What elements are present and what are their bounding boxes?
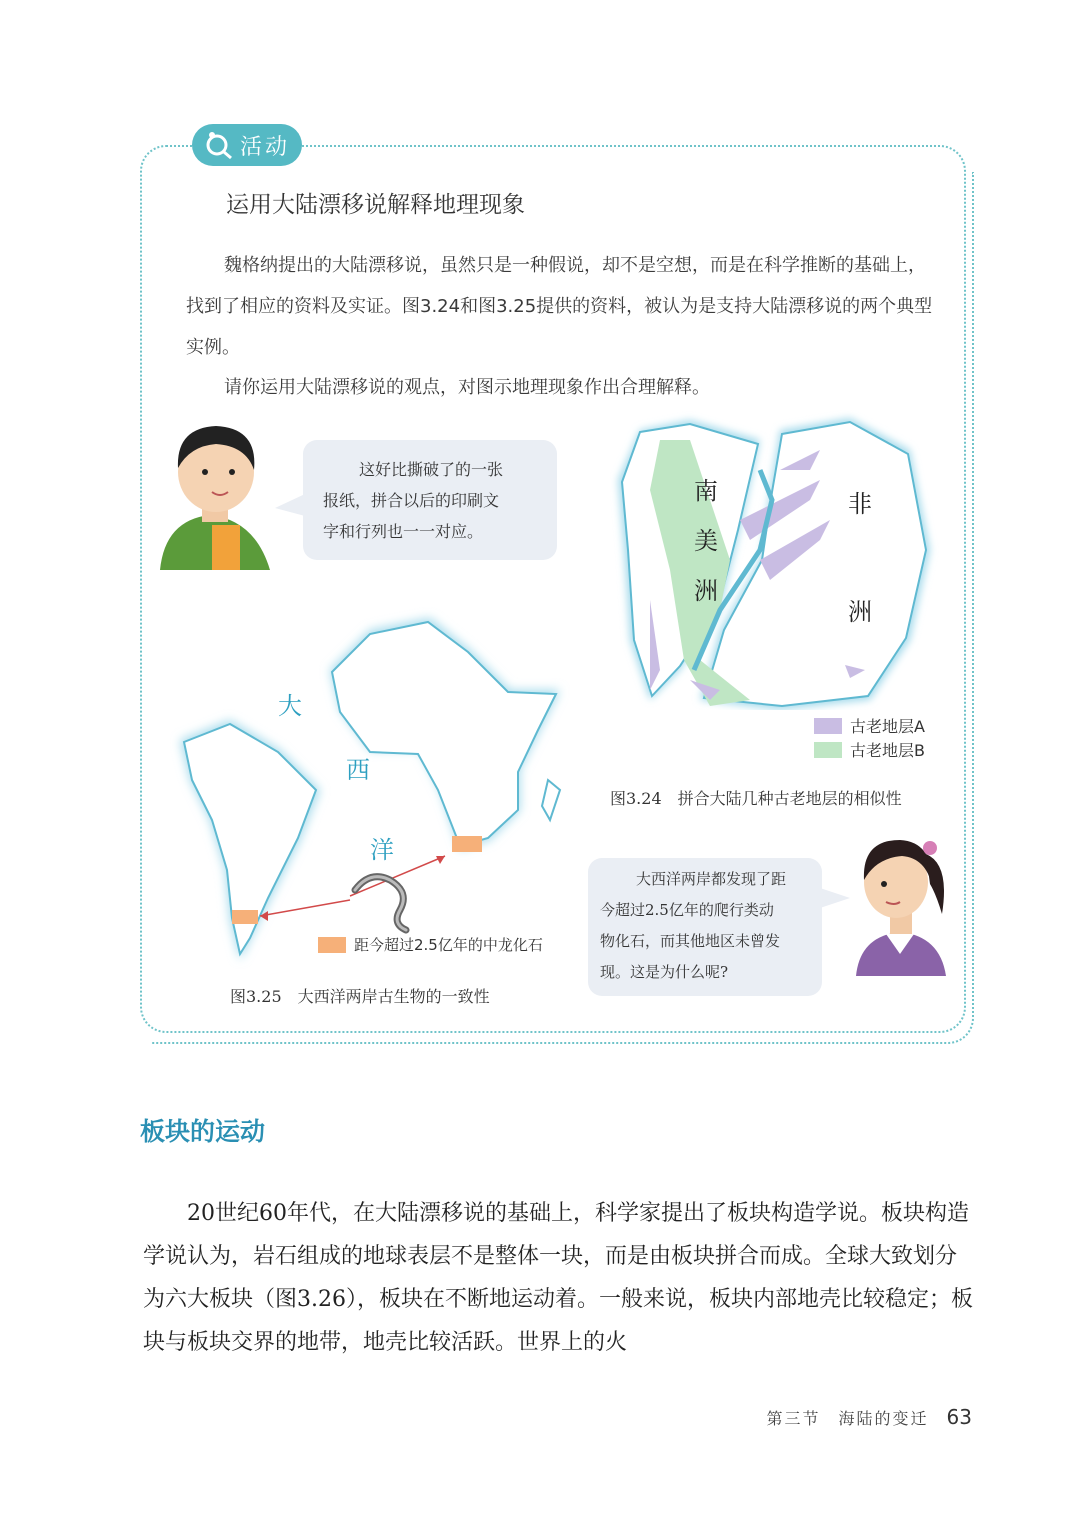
boy-illustration [150, 410, 280, 570]
legend-layer-b-swatch [814, 742, 842, 758]
legend-layer-b: 古老地层B [814, 738, 925, 761]
ocean-label-2: 西 [346, 756, 370, 784]
mesosaurus-fossil [355, 877, 406, 930]
legend-fossil-swatch [318, 937, 346, 953]
section-title: 板块的运动 [140, 1117, 266, 1146]
africa-label-top: 非 [848, 490, 872, 518]
page-footer [767, 1405, 972, 1429]
africa-label-bottom: 洲 [848, 598, 872, 626]
legend-layer-a-swatch [814, 718, 842, 734]
chapter-label: 第三节 海陆的变迁 [766, 1409, 929, 1428]
figure-3-24-caption: 图3.24 拼合大陆几种古老地层的相似性 [610, 789, 902, 808]
page-number: 63 [946, 1405, 972, 1429]
africa-outline [332, 622, 556, 846]
fossil-area-africa [452, 836, 482, 852]
figure-3-25-caption: 图3.25 大西洋两岸古生物的一致性 [230, 987, 490, 1006]
girl-speech-bubble: 大西洋两岸都发现了距 今超过2.5亿年的爬行类动 物化石，而其他地区未曾发 现。这是为什么呢? [588, 858, 822, 996]
boy-speech-bubble: 这好比撕破了的一张 报纸，拼合以后的印刷文 字和行列也一一对应。 [303, 440, 557, 560]
ocean-label-3: 洋 [370, 836, 394, 864]
activity-title: 运用大陆漂移说解释地理现象 [226, 192, 525, 218]
ocean-label-1: 大 [278, 692, 302, 720]
boy-bubble-tail [275, 490, 305, 520]
legend-layer-a: 古老地层A [814, 714, 925, 737]
figure-3-24-map [610, 410, 950, 710]
girl-illustration [846, 824, 956, 976]
activity-paragraph-2: 请你运用大陆漂移说的观点，对图示地理现象作出合理解释。 [224, 377, 710, 398]
activity-paragraph-1: 魏格纳提出的大陆漂移说，虽然只是一种假说，却不是空想，而是在科学推断的基础上，找到了相应的资料及实证。图3.24和图3.25提供的资料，被认为是支持大陆漂移说的两个典型实例。 [186, 255, 933, 358]
fossil-area-south-america [232, 910, 258, 924]
activity-tab [192, 124, 302, 166]
south-america-label: 南 美 洲 [694, 477, 718, 605]
legend-fossil: 距今超过2.5亿年的中龙化石 [318, 934, 543, 955]
section-body: 20世纪60年代，在大陆漂移说的基础上，科学家提出了板块构造学说。板块构造学说认为，岩石组成的地球表层不是整体一块，而是由板块拼合而成。全球大致划分为六大板块（图3.26），板块在不断地运动着。一般来说，板块内部地壳比较稳定；板块与板块交界的地带，地壳比较活跃。世界上的火 [143, 1201, 973, 1355]
figure-3-25-map [170, 600, 580, 970]
magnifier-icon [204, 130, 234, 160]
activity-tab-label: 活动 [240, 134, 291, 160]
